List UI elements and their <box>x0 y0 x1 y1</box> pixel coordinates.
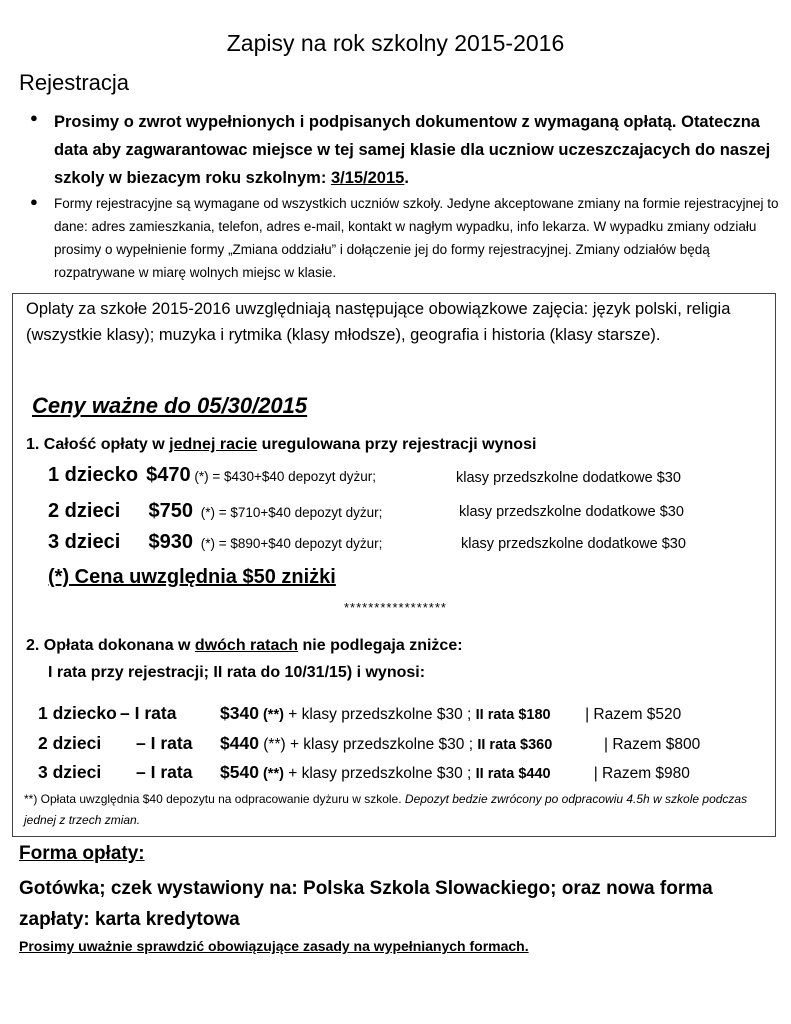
bullet-icon: ● <box>30 110 38 125</box>
fees-box <box>12 293 776 837</box>
row-price: $540 <box>220 762 259 782</box>
row-note: (*) = $710+$40 depozyt dyżur; <box>197 505 383 520</box>
row-razem: | Razem $800 <box>604 736 701 753</box>
preschool-extra: klasy przedszkolne dodatkowe $30 <box>456 470 681 486</box>
section-2-post: nie podlegaja zniżce: <box>298 637 463 654</box>
installment-row <box>38 733 700 754</box>
row-extra: + klasy przedszkolne $30 ; <box>283 765 476 782</box>
preschool-extra: klasy przedszkolne dodatkowe $30 <box>461 536 686 552</box>
bullet-icon: ● <box>30 194 38 209</box>
section-1-post: uregulowana przy rejestracji wynosi <box>257 436 537 453</box>
single-payment-row <box>48 531 382 554</box>
section-2-heading <box>26 637 463 655</box>
single-payment-row <box>48 464 376 487</box>
row-price: $440 <box>220 733 259 753</box>
row-stars: (**) <box>258 766 284 782</box>
row-stars: (**) <box>258 707 284 723</box>
section-2-pre: 2. Opłata dokonana w <box>26 637 195 654</box>
section-2-subheading: I rata przy rejestracji; II rata do 10/31/15) i wynosi: <box>48 664 426 681</box>
section-1-heading <box>26 436 536 454</box>
row-extra: + klasy przedszkolne $30 ; <box>285 736 478 753</box>
section-2-underlined: dwóch ratach <box>194 637 299 654</box>
registration-bullet-1 <box>54 108 774 192</box>
prices-valid-heading: Ceny ważne do 05/30/2015 <box>32 393 308 418</box>
row-label: 1 dziecko <box>38 703 117 723</box>
row-label: 1 dziecko <box>48 464 139 486</box>
footnote-text: **) Opłata uwzględnia $40 depozytu na odpracowanie dyżuru w szkole. <box>24 792 405 806</box>
row-price: $750 <box>148 500 193 522</box>
row-price: $340 <box>220 703 259 723</box>
deadline-date: 3/15/2015 <box>330 169 405 187</box>
row-extra: + klasy przedszkolne $30 ; <box>283 706 476 723</box>
document-title: Zapisy na rok szkolny 2015-2016 <box>226 30 565 56</box>
section-heading-rejestracja: Rejestracja <box>19 70 130 95</box>
payment-form-heading: Forma opłaty: <box>19 843 145 864</box>
row-label: 3 dzieci <box>38 762 102 782</box>
row-label: 2 dzieci <box>48 500 121 522</box>
row-razem: | Razem $520 <box>585 706 682 723</box>
section-1-pre: 1. Całość opłaty w <box>26 436 170 453</box>
row-label: 2 dzieci <box>38 733 102 753</box>
rules-reminder: Prosimy uważnie sprawdzić obowiązujące zasady na wypełnianych formach. <box>19 938 529 954</box>
row-rata2: II rata $180 <box>475 707 551 723</box>
row-stars: (**) <box>258 736 286 753</box>
row-rata: – I rata <box>136 762 193 782</box>
row-price: $930 <box>148 531 193 553</box>
row-price: $470 <box>146 464 191 486</box>
payment-methods: Gotówka; czek wystawiony na: Polska Szkola Slowackiego; oraz nowa forma zapłaty: karta kredytowa <box>19 878 713 930</box>
installment-row <box>38 762 690 783</box>
row-rata2: II rata $440 <box>475 766 551 782</box>
bullet-1-text: Prosimy o zwrot wypełnionych i podpisanych dokumentow z wymaganą opłatą. Otateczna data aby zagwarantowac miejsce w tej samej klasie dla uczniow uczeszczajacych do naszej szkoly w biezacym roku szkolnym: <box>54 113 771 187</box>
section-1-underlined: jednej racie <box>169 436 258 453</box>
row-note: (*) = $890+$40 depozyt dyżur; <box>197 536 383 551</box>
row-label: 3 dzieci <box>48 531 121 553</box>
footnote-italic: Depozyt bedzie zwrócony po odpracowiu 4.5h w szkole podczas jednej z trzech zmian. <box>24 792 748 827</box>
discount-note: (*) Cena uwzględnia $50 zniżki <box>48 566 336 588</box>
row-razem: | Razem $980 <box>593 765 690 782</box>
row-note: (*) = $430+$40 depozyt dyżur; <box>190 469 376 484</box>
bullet-1-end: . <box>404 169 409 187</box>
installment-row <box>38 703 681 724</box>
preschool-extra: klasy przedszkolne dodatkowe $30 <box>459 504 684 520</box>
row-rata: – I rata <box>136 733 193 753</box>
single-payment-row <box>48 500 382 523</box>
row-rata2: II rata $360 <box>477 737 553 753</box>
separator-stars: ***************** <box>343 600 447 615</box>
fees-intro: Oplaty za szkołe 2015-2016 uwzględniają następujące obowiązkowe zajęcia: język polski, religia (wszystkie klasy); muzyka i rytmika (klasy młodsze), geografia i historia (klasy starsze). <box>26 300 731 344</box>
row-rata: – I rata <box>120 703 177 723</box>
registration-bullet-2: Formy rejestracyjne są wymagane od wszystkich uczniów szkoły. Jedyne akceptowane zmiany na formie rejestracyjnej to dane: adres zamieszkania, telefon, adres e-mail, kontakt w nagłym wypadku, info lekarza. W wypadku zmiany odziału prosimy o wypełnienie formy „Zmiana oddziału” i dołączenie jej do formy rejestracyjnej. Zmiany odziałów będą rozpatrywane w miarę wolnych miejsc w klasie. <box>54 196 779 280</box>
deposit-footnote <box>24 789 764 831</box>
